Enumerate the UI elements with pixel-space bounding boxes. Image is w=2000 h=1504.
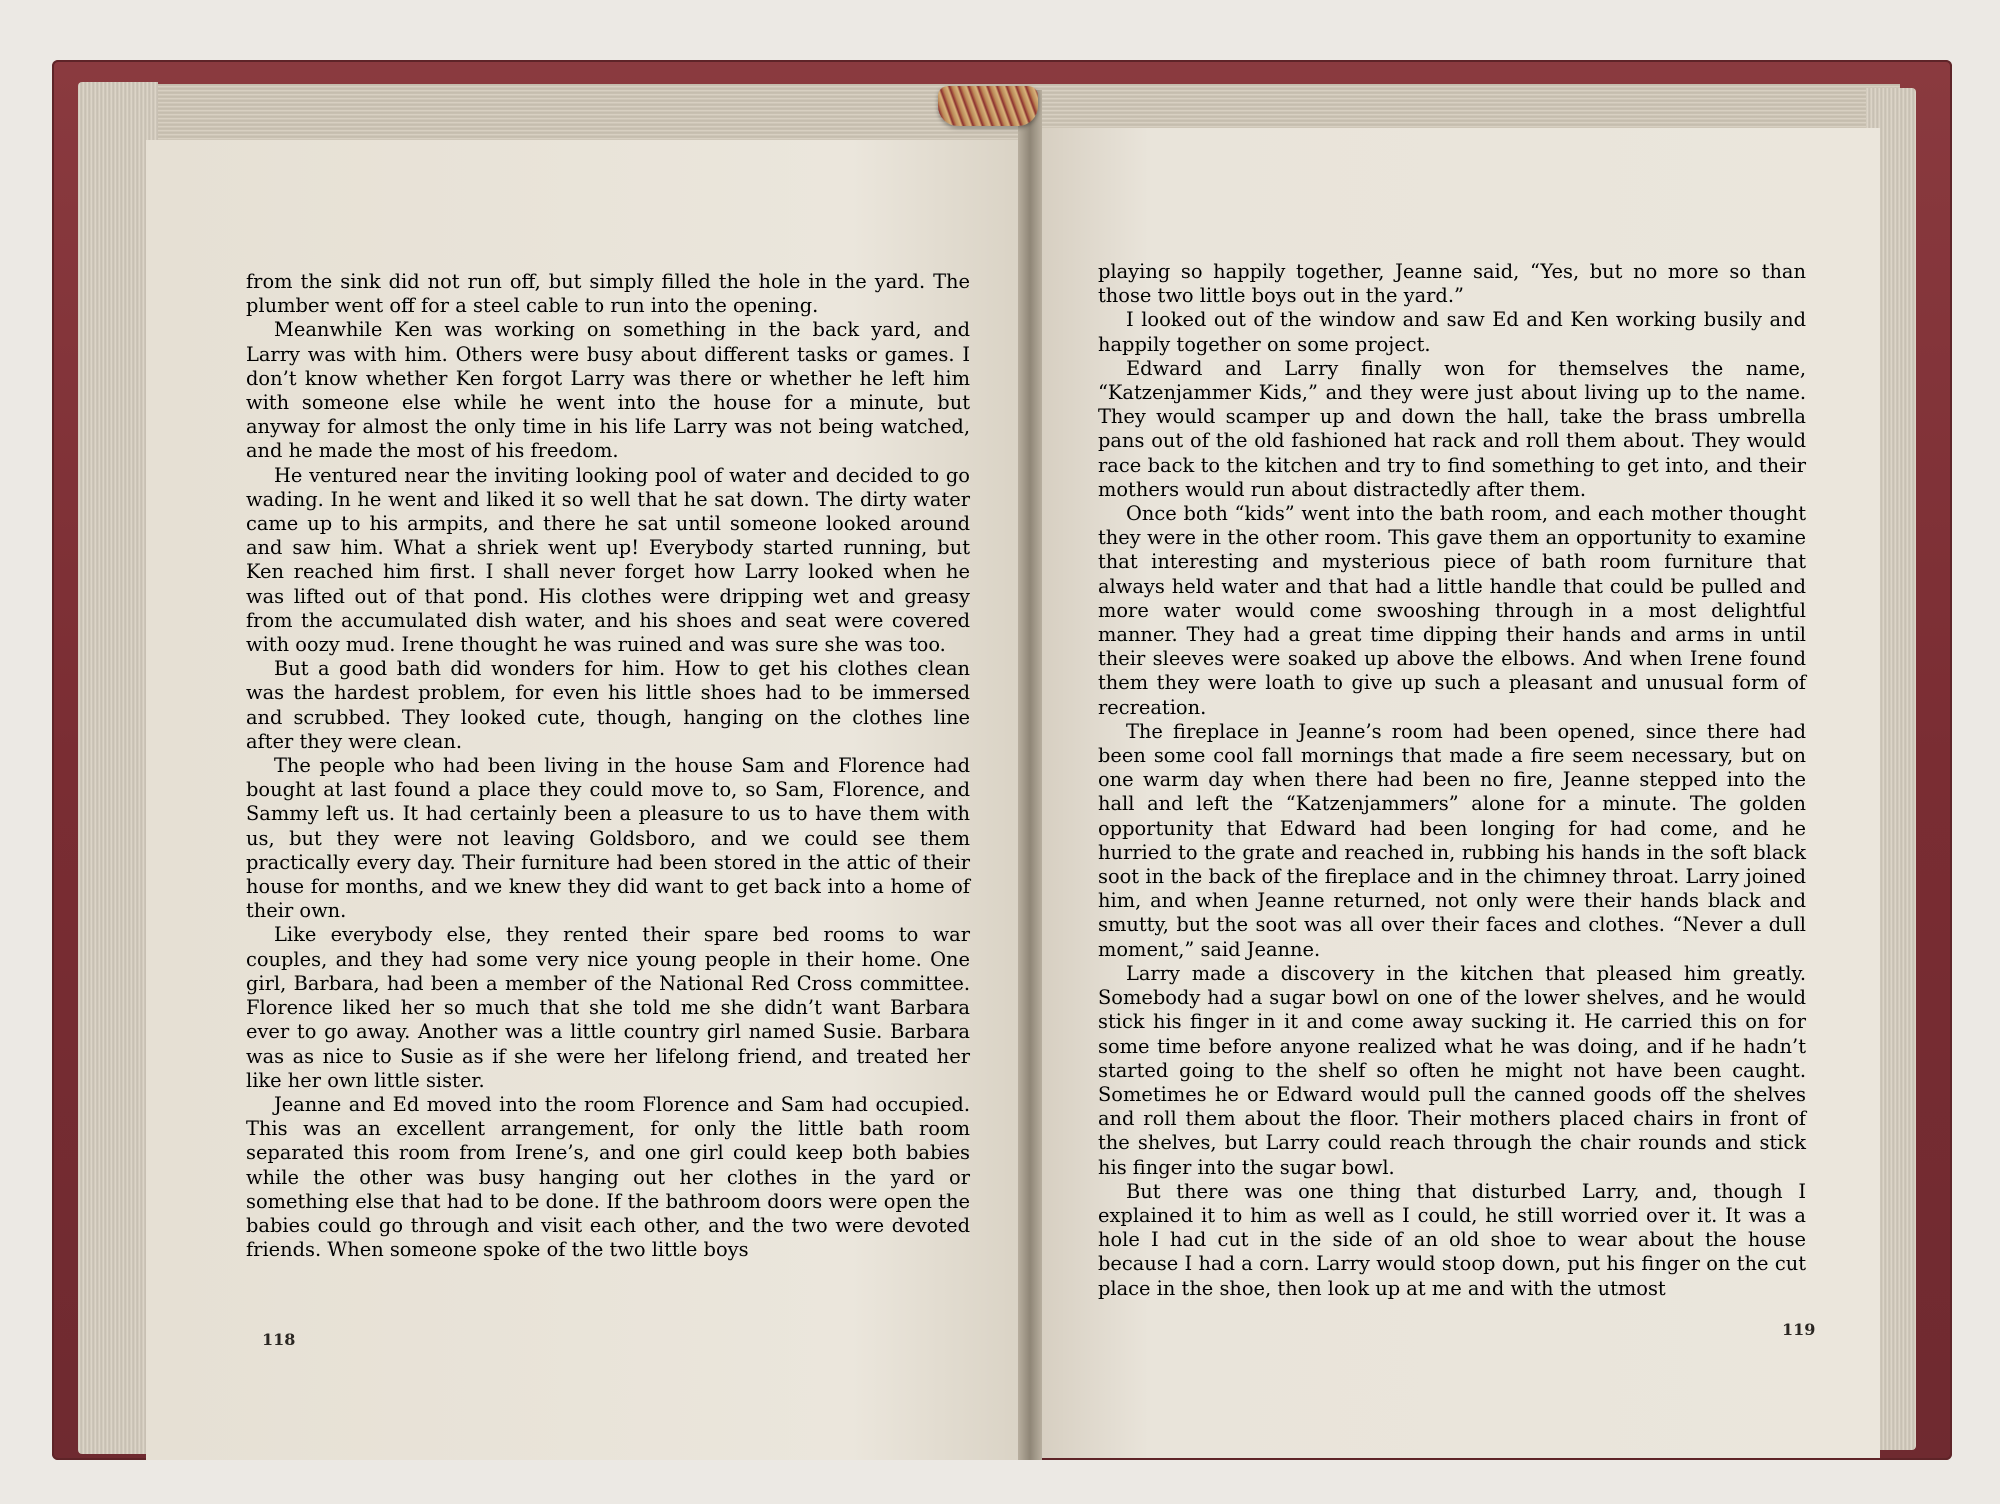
paragraph: He ventured near the inviting looking pool of water and decided to go wading. In he went and liked it so well that he sat down. The dirty water came up to his armpits, and there he sat until someone looked around and saw him. What a shriek went up! Everybody started running, but Ken reached him first. I shall never forget how Larry looked when he was lifted out of that pond. His clothes were dripping wet and greasy from the accumulated dish water, and his shoes and seat were covered with oozy mud. Irene thought he was ruined and was sure she was too. [246,463,970,657]
paragraph: The fireplace in Jeanne’s room had been opened, since there had been some cool fall mornings that made a fire seem necessary, but on one warm day when there had been no fire, Jeanne stepped into the hall and left the “Katzenjammers” alone for a minute. The golden opportunity that Edward had been longing for had come, and he hurried to the grate and reached in, rubbing his hands in the soft black soot in the back of the fireplace and in the chimney throat. Larry joined him, and when Jeanne returned, not only were their hands black and smutty, but the soot was all over their faces and clothes. “Never a dull moment,” said Jeanne. [1098,719,1806,961]
paragraph: Edward and Larry finally won for themselves the name, “Katzenjammer Kids,” and they were just about living up to the name. They would scamper up and down the hall, take the brass umbrella pans out of the old fashioned hat rack and roll them about. They would race back to the kitchen and try to find something to get into, and their mothers would run about distractedly after them. [1098,356,1806,501]
paragraph: But a good bath did wonders for him. How to get his clothes clean was the hardest problem, for even his little shoes had to be immersed and scrubbed. They looked cute, though, hanging on the clothes line after they were clean. [246,657,970,753]
book-gutter [1018,90,1042,1460]
left-page-text [246,270,970,1262]
page-number-right: 119 [1782,1320,1816,1339]
paragraph: Larry made a discovery in the kitchen that pleased him greatly. Somebody had a sugar bowl on one of the lower shelves, and he would stick his finger in it and come away sucking it. He carried this on for some time before anyone realized what he was doing, and if he hadn’t started going to the shelf so often he might not have been caught. Sometimes he or Edward would pull the canned goods off the shelves and roll them about the floor. Their mothers placed chairs in front of the shelves, but Larry could reach through the chair rounds and stick his finger into the sugar bowl. [1098,961,1806,1179]
paragraph: from the sink did not run off, but simply filled the hole in the yard. The plumber went off for a steel cable to run into the opening. [246,270,970,318]
page-number-left: 118 [262,1330,296,1349]
right-page-text [1098,260,1806,1301]
headband [938,86,1038,126]
paragraph: I looked out of the window and saw Ed and Ken working busily and happily together on some project. [1098,308,1806,356]
paragraph: The people who had been living in the house Sam and Florence had bought at last found a place they could move to, so Sam, Florence, and Sammy left us. It had certainly been a pleasure to us to have them with us, but they were not leaving Goldsboro, and we could see them practically every day. Their furniture had been stored in the attic of their house for months, and we knew they did want to get back into a home of their own. [246,754,970,923]
paragraph: Meanwhile Ken was working on something in the back yard, and Larry was with him. Others were busy about different tasks or games. I don’t know whether Ken forgot Larry was there or whether he left him with someone else while he went into the house for a minute, but anyway for almost the only time in his life Larry was not being watched, and he made the most of his freedom. [246,318,970,463]
paragraph: Like everybody else, they rented their spare bed rooms to war couples, and they had some very nice young people in their home. One girl, Barbara, had been a member of the National Red Cross committee. Florence liked her so much that she told me she didn’t want Barbara ever to go away. Another was a little country girl named Susie. Barbara was as nice to Susie as if she were her lifelong friend, and treated her like her own little sister. [246,923,970,1092]
paragraph: playing so happily together, Jeanne said, “Yes, but no more so than those two little boys out in the yard.” [1098,260,1806,308]
paragraph: But there was one thing that disturbed Larry, and, though I explained it to him as well as I could, he still worried over it. It was a hole I had cut in the side of an old shoe to wear about the house because I had a corn. Larry would stoop down, put his finger on the cut place in the shoe, then look up at me and with the utmost [1098,1179,1806,1300]
paragraph: Once both “kids” went into the bath room, and each mother thought they were in the other room. This gave them an opportunity to examine that interesting and mysterious piece of bath room furniture that always held water and that had a little handle that could be pulled and more water would come swooshing through in a most delightful manner. They had a great time dipping their hands and arms in until their sleeves were soaked up above the elbows. And when Irene found them they were loath to give up such a pleasant and unusual form of recreation. [1098,502,1806,719]
paragraph: Jeanne and Ed moved into the room Florence and Sam had occupied. This was an excellent arrangement, for only the little bath room separated this room from Irene’s, and one girl could keep both babies while the other was busy hanging out her clothes in the yard or something else that had to be done. If the bathroom doors were open the babies could go through and visit each other, and the two were devoted friends. When someone spoke of the two little boys [246,1092,970,1262]
